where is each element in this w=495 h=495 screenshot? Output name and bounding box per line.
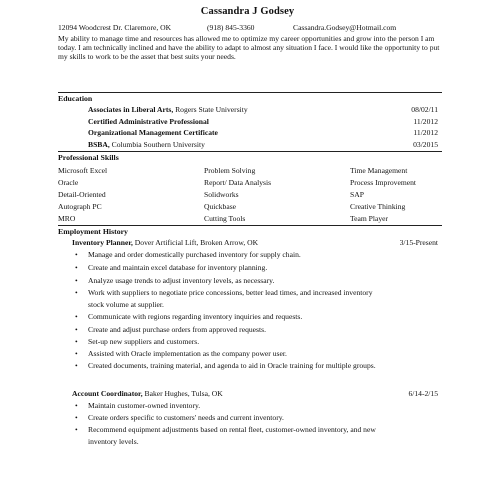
skill: SAP bbox=[350, 190, 364, 199]
resume-page: Cassandra J Godsey 12094 Woodcrest Dr. Claremore, OK (918) 845-3360 Cassandra.Godsey@Hotmail.com My ability to manage time and resources has allowed me to optimize my career opportunities and grow into the person I am today. I am technically inclined and have the ability to adapt to almost any situation I face. I would like the opportunity to put my skills to work to be the asset that best suits your needs. Education Associates in Liberal Arts, Rogers State University 08/02/11 Certified Administrative Professional 11/2012 Organizational Management Certificate 11/2012 BSBA, Columbia Southern University 03/2015 Professional Skills Microsoft Excel Problem Solving Time Management Oracle Report/ Data Analysis Process Improvement Detail-Oriented Solidworks SAP Autograph PC Quickbase Creative Thinking MRO Cutting Tools Team Player Employment History Inventory Planner, Dover Artificial Lift, Broken Arrow, OK 3/15-Present • Manage and order domestically purchased inventory for supply chain. • Create and maintain excel database for inventory planning. • Analyze usage trends to adjust inventory levels, as necessary. • Work with suppliers to negotiate price concessions, better lead times, and increased inventory stock volume at supplier. • Communicate with regions regarding inventory inquiries and requests. • Create and adjust purchase orders from approved requests. • Set-up new suppliers and customers. • Assisted with Oracle implementation as the company power user. • Created documents, training material, and agenda to aid in Oracle training for multiple groups. Account Coordinator, Baker Hughes, Tulsa, OK 6/14-2/15 • Maintain customer-owned inventory. • Create orders specific to customers' needs and current inventory. • Recommend equipment adjustments based on rental fleet, customer-owned inventory, and new inventory levels. bbox=[0, 0, 495, 495]
education-date: 11/2012 bbox=[413, 117, 438, 126]
skill: Microsoft Excel bbox=[58, 166, 108, 175]
education-date: 08/02/11 bbox=[411, 105, 438, 114]
education-date: 11/2012 bbox=[413, 128, 438, 137]
employment-divider bbox=[58, 225, 442, 226]
employment-heading: Employment History bbox=[58, 227, 128, 236]
education-item bbox=[88, 105, 438, 115]
skill: Team Player bbox=[350, 214, 389, 223]
education-divider bbox=[58, 92, 442, 93]
degree: Certified Administrative Professional bbox=[88, 117, 209, 126]
phone: (918) 845-3360 bbox=[207, 23, 255, 32]
job-title: Inventory Planner, bbox=[72, 238, 133, 247]
skill: Time Management bbox=[350, 166, 408, 175]
job-date: 6/14-2/15 bbox=[408, 389, 438, 398]
education-item bbox=[88, 117, 438, 127]
job-date: 3/15-Present bbox=[399, 238, 438, 247]
skill: Solidworks bbox=[204, 190, 239, 199]
education-item bbox=[88, 128, 438, 138]
skill: Oracle bbox=[58, 178, 79, 187]
school: Rogers State University bbox=[173, 105, 248, 114]
degree: Organizational Management Certificate bbox=[88, 128, 218, 137]
resume-name: Cassandra J Godsey bbox=[200, 6, 295, 17]
education-item bbox=[88, 140, 438, 150]
skill: Problem Solving bbox=[204, 166, 256, 175]
email: Cassandra.Godsey@Hotmail.com bbox=[293, 23, 397, 32]
skill: Creative Thinking bbox=[350, 202, 406, 211]
job-header bbox=[72, 238, 438, 248]
skill: Report/ Data Analysis bbox=[204, 178, 272, 187]
education-heading: Education bbox=[58, 94, 93, 103]
skill: Cutting Tools bbox=[204, 214, 246, 223]
objective-text: My ability to manage time and resources has allowed me to optimize my career opportunities and grow into the person I am today. I am technically inclined and have the ability to adapt to almost any situation I face. I would like the opportunity to put my skills to work to be the asset that best suits your needs. bbox=[58, 34, 440, 62]
job-title: Account Coordinator, bbox=[72, 389, 143, 398]
school: Columbia Southern University bbox=[109, 140, 205, 149]
address: 12094 Woodcrest Dr. Claremore, OK bbox=[58, 23, 172, 32]
skill: Detail-Oriented bbox=[58, 190, 106, 199]
education-date: 03/2015 bbox=[413, 140, 438, 149]
skills-heading: Professional Skills bbox=[58, 153, 119, 162]
skill: Quickbase bbox=[204, 202, 237, 211]
skills-divider bbox=[58, 151, 442, 152]
skill: MRO bbox=[58, 214, 76, 223]
job-header bbox=[72, 389, 438, 399]
degree: BSBA, bbox=[88, 140, 110, 149]
skill: Autograph PC bbox=[58, 202, 102, 211]
job-company: Dover Artificial Lift, Broken Arrow, OK bbox=[132, 238, 259, 247]
degree: Associates in Liberal Arts, bbox=[88, 105, 174, 114]
skill: Process Improvement bbox=[350, 178, 417, 187]
job-company: Baker Hughes, Tulsa, OK bbox=[142, 389, 223, 398]
